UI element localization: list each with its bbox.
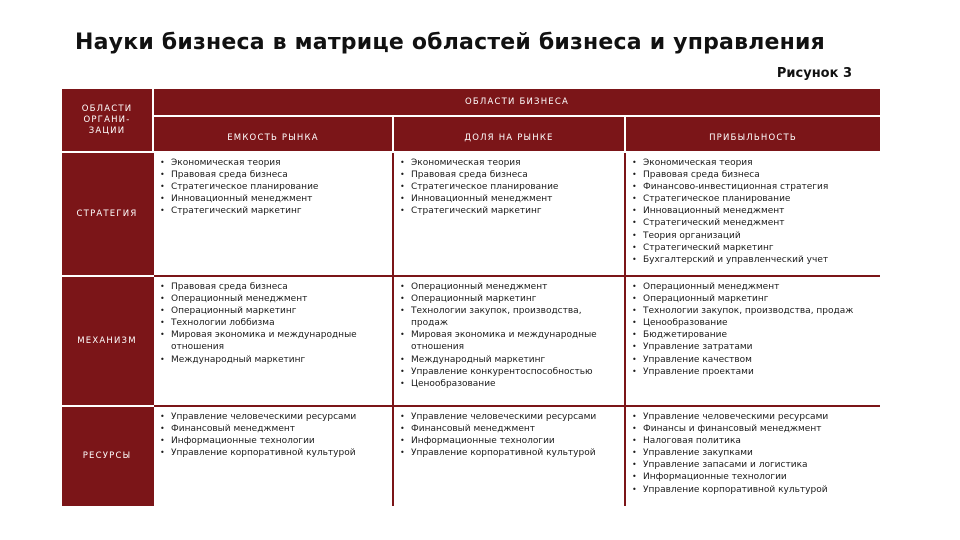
list-item: • Экономическая теория [160,157,386,169]
list-item: • Операционный менеджмент [400,281,618,293]
business-matrix-table [62,89,880,506]
figure-label: Рисунок 3 [776,66,852,81]
list-item: • Бухгалтерский и управленческий учет [632,254,874,266]
cell-strategy-capacity [154,153,392,275]
list-item: • Мировая экономика и международные отношения [160,329,386,353]
list-item: • Стратегическое планирование [632,193,874,205]
column-header-label: ПРИБЫЛЬНОСТЬ [709,132,797,143]
row-header-mechanism [62,277,152,405]
list-item: • Управление человеческими ресурсами [400,411,618,423]
list-item: • Финансовый менеджмент [160,423,386,435]
item-list [632,411,874,496]
row-header-label: МЕХАНИЗМ [77,335,137,346]
list-item: • Инновационный менеджмент [632,205,874,217]
item-list [160,281,386,366]
list-item: • Технологии закупок, производства, продаж [632,305,874,317]
item-list [400,281,618,390]
list-item: • Правовая среда бизнеса [400,169,618,181]
page-title: Науки бизнеса в матрице областей бизнеса и управления [75,30,825,55]
row-header-label: РЕСУРСЫ [82,451,132,461]
list-item: • Мировая экономика и международные отношения [400,329,618,353]
list-item: • Управление человеческими ресурсами [632,411,874,423]
item-list [632,157,874,266]
list-item: • Технологии лоббизма [160,317,386,329]
list-item: • Операционный маркетинг [632,293,874,305]
list-item: • Стратегическое планирование [160,181,386,193]
list-item: • Стратегическое планирование [400,181,618,193]
list-item: • Управление человеческими ресурсами [160,411,386,423]
row-header-label: СТРАТЕГИЯ [76,208,138,219]
cell-mechanism-profitability [626,277,880,405]
list-item: • Финансовый менеджмент [400,423,618,435]
list-item: • Экономическая теория [632,157,874,169]
list-item: • Международный маркетинг [400,354,618,366]
list-item: • Управление корпоративной культурой [632,484,874,496]
list-item: • Стратегический маркетинг [632,242,874,254]
cell-strategy-share [394,153,624,275]
list-item: • Международный маркетинг [160,354,386,366]
list-item: • Финансово-инвестиционная стратегия [632,181,874,193]
list-item: • Ценообразование [400,378,618,390]
list-item: • Стратегический маркетинг [400,205,618,217]
list-item: • Бюджетирование [632,329,874,341]
column-header-market-capacity [154,117,392,151]
column-header-market-share [394,117,624,151]
list-item: • Ценообразование [632,317,874,329]
list-item: • Управление закупками [632,447,874,459]
list-item: • Управление качеством [632,354,874,366]
list-item: • Информационные технологии [160,435,386,447]
list-item: • Управление конкурентоспособностью [400,366,618,378]
list-item: • Информационные технологии [400,435,618,447]
list-item: • Операционный маркетинг [400,293,618,305]
list-item: • Операционный менеджмент [160,293,386,305]
item-list [632,281,874,378]
list-item: • Стратегический менеджмент [632,217,874,229]
cell-resources-capacity [154,407,392,506]
corner-header-label: ОБЛАСТИ ОРГАНИ- ЗАЦИИ [81,103,133,136]
row-header-strategy [62,153,152,275]
cell-mechanism-capacity [154,277,392,405]
row-header-resources [62,407,152,506]
cell-strategy-profitability [626,153,880,275]
item-list [160,411,386,459]
group-header-label: ОБЛАСТИ БИЗНЕСА [464,96,570,107]
list-item: • Налоговая политика [632,435,874,447]
list-item: • Управление запасами и логистика [632,459,874,471]
column-header-label: ЕМКОСТЬ РЫНКА [227,132,319,143]
list-item: • Инновационный менеджмент [160,193,386,205]
list-item: • Технологии закупок, производства, продаж [400,305,618,329]
list-item: • Операционный маркетинг [160,305,386,317]
corner-header [62,89,152,151]
cell-mechanism-share [394,277,624,405]
item-list [160,157,386,217]
cell-resources-profitability [626,407,880,506]
list-item: • Управление затратами [632,341,874,353]
list-item: • Правовая среда бизнеса [632,169,874,181]
list-item: • Экономическая теория [400,157,618,169]
column-header-profitability [626,117,880,151]
list-item: • Теория организаций [632,230,874,242]
list-item: • Стратегический маркетинг [160,205,386,217]
list-item: • Управление проектами [632,366,874,378]
item-list [400,157,618,217]
column-header-label: ДОЛЯ НА РЫНКЕ [464,132,554,143]
list-item: • Финансы и финансовый менеджмент [632,423,874,435]
item-list [400,411,618,459]
list-item: • Информационные технологии [632,471,874,483]
list-item: • Правовая среда бизнеса [160,281,386,293]
group-header [154,89,880,115]
list-item: • Управление корпоративной культурой [400,447,618,459]
list-item: • Правовая среда бизнеса [160,169,386,181]
cell-resources-share [394,407,624,506]
list-item: • Операционный менеджмент [632,281,874,293]
list-item: • Управление корпоративной культурой [160,447,386,459]
list-item: • Инновационный менеджмент [400,193,618,205]
